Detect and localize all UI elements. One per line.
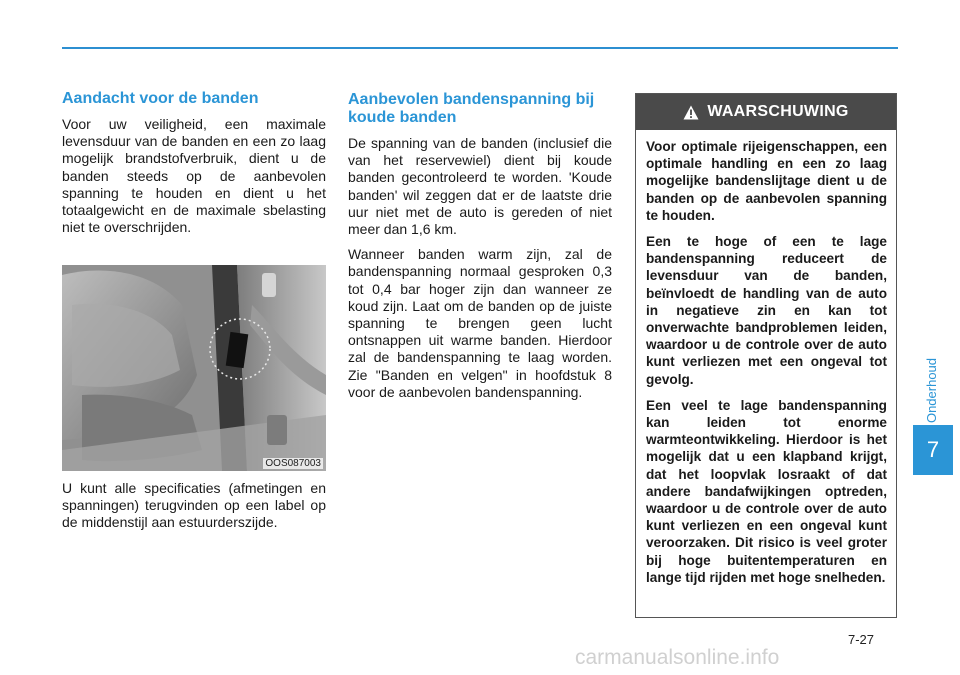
top-rule — [62, 47, 898, 49]
page-number: 7-27 — [848, 632, 875, 647]
section-side-label — [920, 350, 944, 430]
warning-paragraph-3: Een veel te lage bandenspanning kan leiden tot enorme warmteontwikkeling. Hierdoor is het mogelijk dat u een klapband krijgt, dat het loopvlak losraakt of dat andere bandafwijkingen optreden, waardoor u de controle over de auto kunt verliezen en een ongeval kunt veroorzaken. Dit risico is veel groter bij hoge buitentemperaturen en lange tijd rijden met hoge snelheden. — [646, 397, 887, 585]
warning-triangle-icon — [683, 105, 699, 120]
warning-paragraph-1: Voor optimale rijeigenschappen, een optimale handling en een zo laag mogelijke bandenslijtage dient u de banden op de aanbevolen spanning te houden. — [646, 139, 887, 223]
warning-header — [636, 94, 896, 130]
door-pillar-photo — [62, 265, 326, 471]
chapter-tab: 7 — [913, 425, 953, 475]
section-heading-tire-care: Aandacht voor de banden — [62, 90, 259, 107]
watermark: carmanualsonline.info — [575, 646, 780, 669]
section-heading-cold-pressure: Aanbevolen bandenspanning bij koude banden — [348, 91, 595, 126]
cold-pressure-paragraph-2: Wanneer banden warm zijn, zal de bandenspanning normaal gesproken 0,3 tot 0,4 bar hoger zijn dan wanneer ze koud zijn. Laat om de banden op de juiste spanning te brengen geen lucht ontsnappen uit warme banden. Hierdoor zal de bandenspanning te laag worden. Zie "Banden en velgen" in hoofdstuk 8 voor de aanbevolen bandenspanning. — [348, 246, 612, 400]
door-pillar-illustration — [62, 265, 326, 471]
warning-box — [635, 93, 897, 618]
label-location-paragraph: U kunt alle specificaties (afmetingen en spanningen) terugvinden op een label op de middenstijl aan estuurderszijde. — [62, 480, 326, 531]
column-1-bottom — [62, 480, 326, 540]
warning-body — [636, 130, 896, 586]
column-1 — [62, 90, 326, 244]
cold-pressure-paragraph-1: De spanning van de banden (inclusief die van het reservewiel) dient bij koude banden gecontroleerd te worden. 'Koude banden' wil zeggen dat er de laatste drie uur niet met de auto is gereden of niet meer dan 1,6 km. — [348, 135, 612, 238]
warning-title: WAARSCHUWING — [707, 103, 849, 120]
tire-care-paragraph: Voor uw veiligheid, een maximale levensduur van de banden en een zo laag mogelijk brandstofverbruik, dient u de banden steeds op de aanbevolen spanning te houden en dient u het totaalgewicht en de maximale sbelasting niet te overschrijden. — [62, 116, 326, 236]
image-code-caption: OOS087003 — [265, 458, 321, 469]
section-label-text: Onderhoud — [924, 357, 940, 423]
column-2 — [348, 91, 612, 409]
warning-paragraph-2: Een te hoge of een te lage bandenspanning reduceert de levensduur van de banden, beïnvloedt de handling van de auto in negatieve zin en kan tot onverwachte bandproblemen leiden, waardoor u de controle over de auto kunt verliezen met een ongeval tot gevolg. — [646, 234, 887, 387]
